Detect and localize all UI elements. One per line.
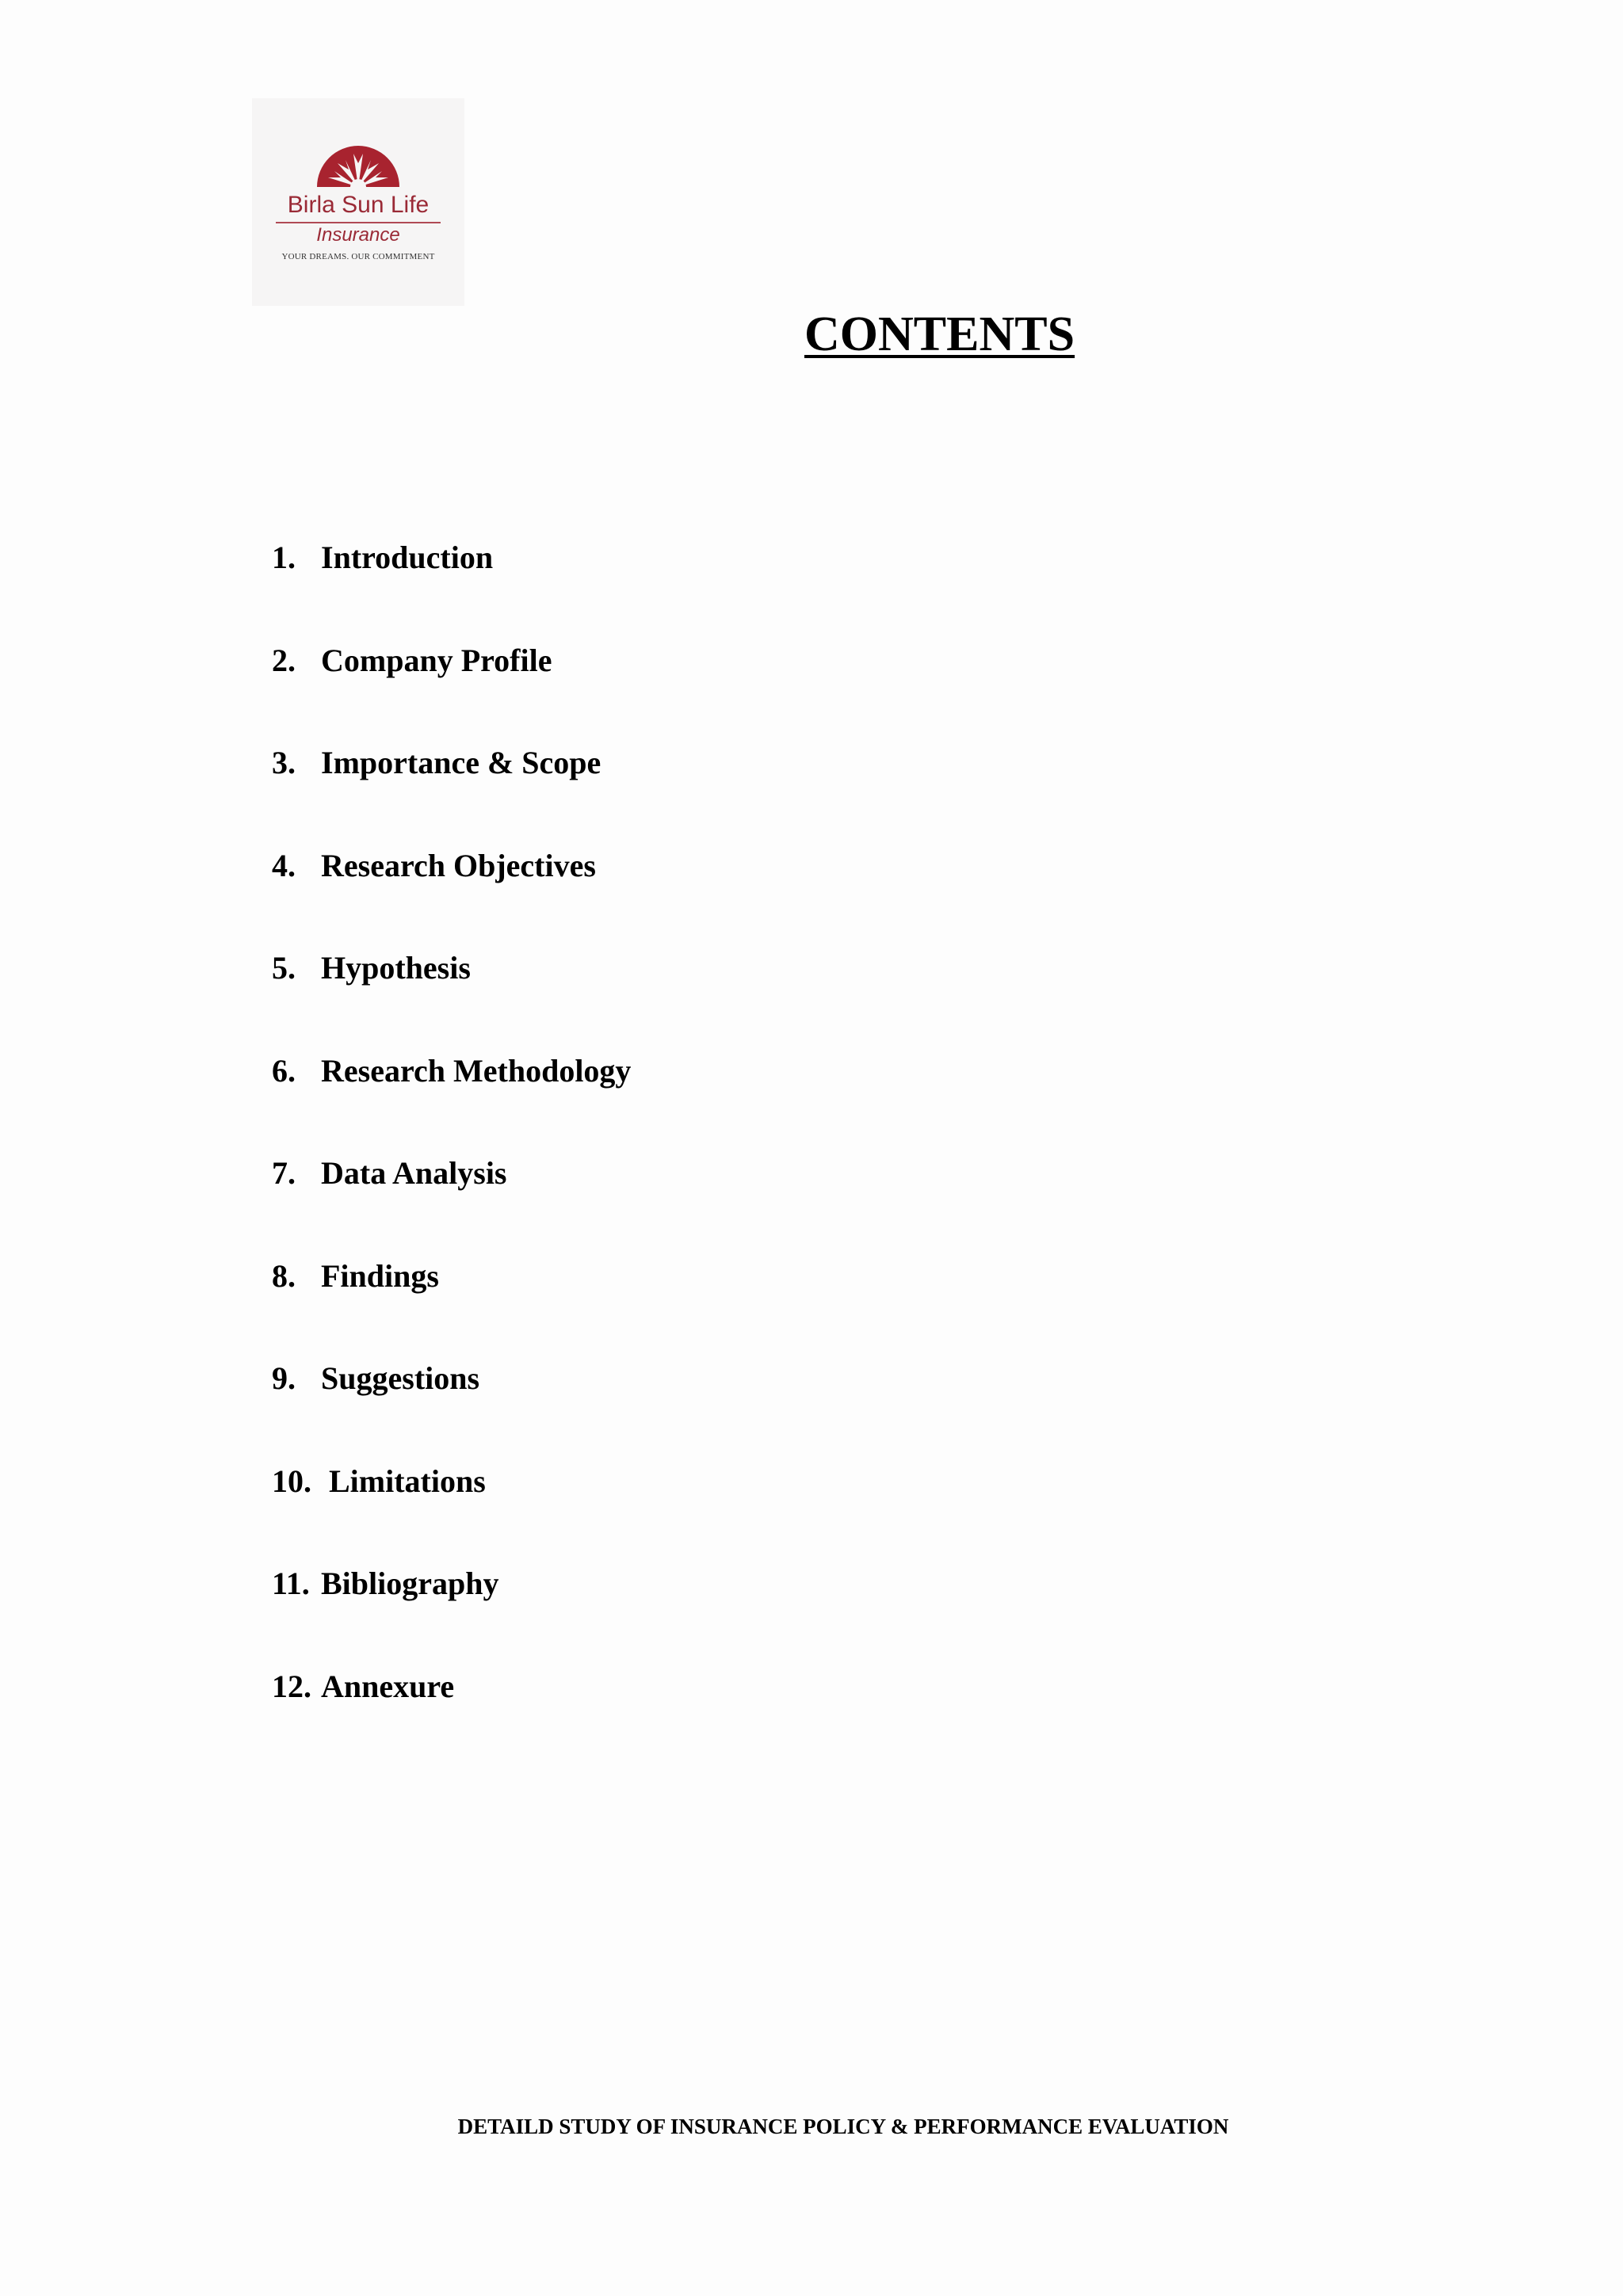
company-logo bbox=[252, 98, 464, 306]
toc-item-number: 7. bbox=[272, 1155, 296, 1191]
page-footer: DETAILD STUDY OF INSURANCE POLICY & PERFORMANCE EVALUATION bbox=[457, 2115, 1229, 2138]
toc-item bbox=[272, 949, 1223, 1052]
toc-item bbox=[272, 1360, 1223, 1463]
toc-item bbox=[272, 642, 1223, 745]
toc-item-label: Data Analysis bbox=[321, 1155, 507, 1191]
toc-item-label: Annexure bbox=[321, 1668, 455, 1704]
toc-item bbox=[272, 744, 1223, 847]
toc-item bbox=[272, 1257, 1223, 1360]
toc-item-number: 3. bbox=[272, 745, 296, 780]
toc-item-label: Suggestions bbox=[321, 1360, 480, 1396]
toc-item bbox=[272, 1463, 1223, 1566]
sun-logo-icon bbox=[252, 98, 464, 193]
toc-item-label: Research Methodology bbox=[321, 1052, 632, 1089]
toc-item-label: Research Objectives bbox=[321, 847, 596, 883]
toc-item bbox=[272, 1052, 1223, 1155]
toc-item-label: Findings bbox=[321, 1257, 439, 1294]
toc-item-label: Introduction bbox=[321, 540, 494, 575]
toc-item-number: 10. bbox=[272, 1463, 311, 1499]
toc-item bbox=[272, 539, 1223, 642]
toc-item-label: Importance & Scope bbox=[321, 745, 601, 780]
toc-item-number: 5. bbox=[272, 950, 296, 986]
toc-item-number: 8. bbox=[272, 1257, 296, 1294]
toc-item-number: 9. bbox=[272, 1360, 296, 1396]
toc-item-label: Bibliography bbox=[321, 1566, 499, 1601]
logo-divider bbox=[276, 222, 441, 223]
logo-brand-text: Birla Sun Life bbox=[287, 192, 430, 218]
toc-item-number: 12. bbox=[272, 1668, 311, 1704]
toc-item-number: 2. bbox=[272, 642, 296, 678]
logo-sub-text: Insurance bbox=[316, 224, 400, 246]
toc-item bbox=[272, 847, 1223, 950]
toc-item-number: 1. bbox=[272, 540, 296, 575]
toc-item-number: 4. bbox=[272, 847, 296, 883]
toc-item bbox=[272, 1565, 1223, 1668]
toc-item bbox=[272, 1668, 1223, 1771]
toc-item-label: Limitations bbox=[329, 1463, 486, 1499]
table-of-contents bbox=[272, 539, 1223, 1770]
toc-item-label: Company Profile bbox=[321, 642, 552, 678]
page-title: CONTENTS bbox=[804, 307, 1075, 361]
toc-item bbox=[272, 1154, 1223, 1257]
toc-item-label: Hypothesis bbox=[321, 950, 471, 986]
toc-item-number: 6. bbox=[272, 1052, 296, 1089]
toc-item-number: 11. bbox=[272, 1566, 310, 1601]
logo-tagline: YOUR DREAMS. OUR COMMITMENT bbox=[281, 252, 435, 261]
